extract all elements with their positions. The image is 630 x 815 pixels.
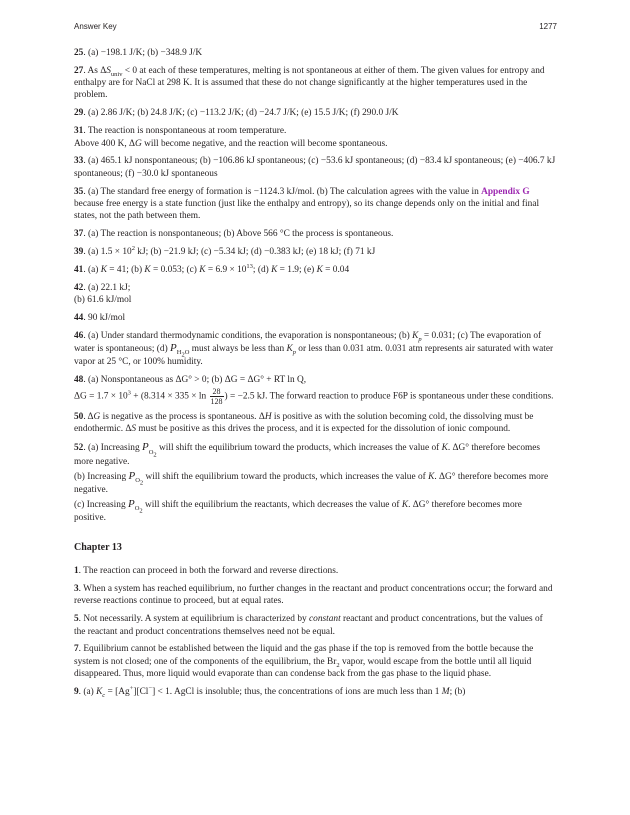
answer-text: will shift the equilibrium the reactants, which decreases the value of bbox=[142, 499, 402, 510]
header-left: Answer Key bbox=[74, 22, 117, 31]
answer-text: (b) 61.6 kJ/mol bbox=[74, 295, 132, 306]
subscript: O bbox=[184, 349, 190, 357]
answer-number: 48 bbox=[74, 374, 84, 385]
answer-text: . ΔG° therefore becomes more positive. bbox=[74, 499, 522, 524]
symbol: K bbox=[441, 443, 448, 454]
answer-37 bbox=[74, 228, 556, 240]
answer-35 bbox=[74, 186, 556, 223]
symbol: K bbox=[316, 264, 323, 275]
answer-number: 5 bbox=[74, 614, 79, 625]
superscript: − bbox=[148, 684, 153, 692]
answer-number: 7 bbox=[74, 644, 79, 655]
answer-46 bbox=[74, 330, 556, 368]
math-pressure bbox=[127, 497, 143, 515]
symbol: G bbox=[93, 412, 101, 423]
symbol: G bbox=[135, 138, 142, 149]
answer-key-content bbox=[74, 47, 556, 704]
answer-text: = [Ag bbox=[105, 686, 130, 697]
answer-52 bbox=[74, 441, 556, 526]
subscript: 2 bbox=[181, 351, 185, 359]
exponent: 13 bbox=[246, 262, 253, 270]
answer-text: < 0 at each of these temperatures, melting is not spontaneous at either of them. The given values for entropy and enthalpy are for NaCl at 298 K. It is assumed that these do not change significantly at the higher temperatures used in the problem. bbox=[74, 65, 545, 101]
answer-text: will shift the equilibrium toward the products, which increases the value of bbox=[156, 443, 442, 454]
symbol: K bbox=[199, 264, 206, 275]
answer-ch13-1 bbox=[74, 565, 556, 577]
math-inequality: ΔG° > 0 bbox=[175, 374, 207, 385]
symbol: H bbox=[264, 412, 272, 423]
answer-27 bbox=[74, 65, 556, 102]
answer-number: 9 bbox=[74, 686, 79, 697]
answer-number: 50 bbox=[74, 412, 84, 423]
appendix-g-link[interactable]: Appendix G bbox=[481, 186, 530, 197]
answer-ch13-7 bbox=[74, 643, 556, 680]
answer-50 bbox=[74, 411, 556, 436]
math-equation: ΔG = 1.7 × 10 bbox=[74, 391, 128, 402]
answer-33 bbox=[74, 155, 556, 180]
answer-ch13-9 bbox=[74, 686, 556, 698]
subscript: p bbox=[418, 335, 422, 343]
answer-text: = 0.031; (c) The evaporation of water is spontaneous; (d) bbox=[74, 330, 542, 355]
answer-text: . (a) 2.86 J/K; (b) 24.8 J/K; (c) −113.2 J/K; (d) −24.7 J/K; (e) 15.5 J/K; (f) 290.0 J/K bbox=[83, 108, 399, 119]
answer-number: 31 bbox=[74, 126, 84, 137]
answer-text: = 0.04 bbox=[322, 264, 350, 275]
answer-text: because free energy is a state function (just like the enthalpy and entropy), so its change depends only on the initial and final states, not the path between them. bbox=[74, 198, 540, 222]
answer-text: or less than 0.031 atm. 0.031 atm represents air saturated with water vapor at 25 °C, or 100% humidity. bbox=[74, 344, 554, 367]
answer-text: is positive as with the solution becoming cold, the dissolving must be endothermic. Δ bbox=[74, 412, 534, 435]
answer-text: The forward reaction to produce F6P is spontaneous under these conditions. bbox=[267, 391, 554, 402]
math-equation: ΔG = ΔG° + RT ln Q, bbox=[224, 374, 307, 385]
emphasis: constant bbox=[309, 614, 341, 625]
answer-25 bbox=[74, 47, 556, 59]
answer-text: is negative as the process is spontaneous. Δ bbox=[100, 412, 265, 423]
exponent: 3 bbox=[127, 389, 131, 397]
answer-text: must always be less than bbox=[189, 344, 287, 355]
subscript: 2 bbox=[139, 507, 143, 515]
answer-text: . ΔG° therefore becomes more negative. bbox=[74, 471, 549, 496]
answer-text: (c) Increasing bbox=[74, 499, 128, 510]
answer-text: . (a) bbox=[83, 264, 101, 275]
answer-text: . When a system has reached equilibrium, no further changes in the reactant and product concentrations occur; the forward and reverse reactions continue to proceed, but at equal rates. bbox=[74, 584, 553, 607]
subscript: univ bbox=[110, 70, 123, 78]
answer-number: 39 bbox=[74, 247, 84, 258]
answer-text: . (a) Increasing bbox=[83, 443, 142, 454]
symbol: S bbox=[131, 424, 137, 435]
answer-text: . (a) 1.5 × 10 bbox=[83, 247, 132, 258]
answer-text: vapor, would escape from the bottle until all liquid disappeared. Thus, more liquid would evaporate than can condense back from the gas phase to the liquid phase. bbox=[74, 656, 532, 680]
math-equation: ) = −2.5 kJ. bbox=[224, 391, 268, 402]
answer-text: will become negative, and the reaction will become spontaneous. bbox=[141, 138, 388, 149]
subscript: 2 bbox=[336, 661, 340, 669]
answer-number: 42 bbox=[74, 282, 84, 293]
answer-text: Above 400 K, Δ bbox=[74, 138, 136, 149]
math-pressure bbox=[170, 342, 190, 359]
superscript: + bbox=[129, 684, 134, 692]
numerator: 28 bbox=[210, 387, 224, 397]
subscript: 2 bbox=[153, 450, 157, 458]
answer-text: ][Cl bbox=[133, 686, 149, 697]
answer-number: 1 bbox=[74, 566, 79, 577]
answer-number: 37 bbox=[74, 229, 84, 240]
answer-text: = 1.9; (e) bbox=[277, 264, 317, 275]
answer-text: . Equilibrium cannot be established between the liquid and the gas phase if the top is removed from the bottle because the system is not closed; one of the components of the equilibrium, the Br bbox=[74, 644, 534, 667]
symbol: M bbox=[441, 686, 450, 697]
answer-text: . (a) Under standard thermodynamic conditions, the evaporation is nonspontaneous; (b) bbox=[83, 330, 413, 341]
subscript: O bbox=[148, 448, 154, 456]
answer-text: . (a) The reaction is nonspontaneous; (b) Above 566 °C the process is spontaneous. bbox=[83, 229, 394, 240]
subscript: O bbox=[134, 504, 140, 512]
math-pressure bbox=[141, 441, 157, 458]
subscript: 2 bbox=[139, 479, 144, 486]
answer-text: . 90 kJ/mol bbox=[83, 312, 126, 323]
symbol: K bbox=[96, 686, 103, 697]
answer-39 bbox=[74, 246, 556, 258]
symbol: K bbox=[412, 330, 419, 341]
answer-number: 33 bbox=[74, 156, 84, 167]
symbol: K bbox=[428, 471, 435, 482]
page-number: 1277 bbox=[539, 22, 557, 31]
math-pressure bbox=[128, 469, 144, 486]
answer-text: reactant and product concentrations, but the values of the reactant and product concentrations themselves need not be equal. bbox=[74, 614, 543, 637]
answer-text: . (a) 22.1 kJ; bbox=[83, 282, 131, 293]
answer-text: . As Δ bbox=[83, 65, 107, 76]
answer-number: 3 bbox=[74, 584, 79, 595]
symbol: K bbox=[401, 499, 409, 510]
answer-text: ] < 1. AgCl is insoluble; thus, the concentrations of ions are much less than 1 bbox=[152, 686, 442, 697]
answer-number: 41 bbox=[74, 264, 84, 275]
answer-text: will shift the equilibrium toward the products, which increases the value of bbox=[143, 471, 429, 482]
answer-text: ; (d) bbox=[252, 264, 272, 275]
exponent: 2 bbox=[131, 244, 135, 252]
answer-text: kJ; (b) −21.9 kJ; (c) −5.34 kJ; (d) −0.383 kJ; (e) 18 kJ; (f) 71 kJ bbox=[134, 247, 376, 258]
symbol: K bbox=[286, 344, 293, 355]
answer-text: . Not necessarily. A system at equilibrium is characterized by bbox=[78, 614, 309, 625]
answer-number: 25 bbox=[74, 48, 84, 58]
answer-42 bbox=[74, 282, 556, 307]
answer-41 bbox=[74, 264, 556, 276]
symbol: S bbox=[106, 65, 111, 76]
answer-text: ; (b) bbox=[206, 374, 225, 385]
subscript: c bbox=[102, 691, 106, 699]
answer-29 bbox=[74, 107, 556, 119]
answer-text: . The reaction can proceed in both the forward and reverse directions. bbox=[78, 566, 339, 577]
answer-ch13-3 bbox=[74, 583, 556, 608]
symbol: K bbox=[271, 264, 278, 275]
answer-text: (b) Increasing bbox=[74, 471, 129, 482]
symbol: K bbox=[100, 264, 107, 275]
answer-text: must be positive as this drives the process, and it is expected for the dissolution of ionic compound. bbox=[136, 424, 511, 435]
answer-text: . (a) bbox=[78, 686, 97, 697]
answer-text: . Δ bbox=[83, 412, 94, 423]
answer-number: 52 bbox=[74, 443, 84, 454]
answer-number: 29 bbox=[74, 108, 84, 119]
subscript: p bbox=[292, 349, 296, 357]
symbol: P bbox=[141, 441, 149, 454]
symbol: P bbox=[170, 342, 177, 355]
answer-text: . (a) The standard free energy of formation is −1124.3 kJ/mol. (b) The calculation agrees with the value in bbox=[83, 186, 482, 197]
answer-44 bbox=[74, 312, 556, 324]
symbol: P bbox=[128, 469, 136, 482]
answer-text: = 0.053; (c) bbox=[150, 264, 200, 275]
answer-text: = 41; (b) bbox=[106, 264, 145, 275]
denominator: 128 bbox=[210, 396, 223, 406]
answer-number: 27 bbox=[74, 65, 84, 76]
answer-number: 35 bbox=[74, 186, 84, 197]
chapter-heading: Chapter 13 bbox=[74, 541, 122, 553]
subscript: H bbox=[176, 349, 182, 357]
answer-ch13-5 bbox=[74, 613, 556, 638]
answer-text: . ΔG° therefore becomes more negative. bbox=[74, 443, 541, 467]
answer-text: . The reaction is nonspontaneous at room temperature. bbox=[83, 126, 287, 137]
answer-text: = 6.9 × 10 bbox=[205, 264, 247, 275]
answer-number: 44 bbox=[74, 312, 84, 323]
answer-text: . (a) 465.1 kJ nonspontaneous; (b) −106.86 kJ spontaneous; (c) −53.6 kJ spontaneous; (d) −83.4 kJ spontaneous; (e) −406.7 kJ spontaneous; (f) −30.0 kJ spontaneous bbox=[74, 156, 556, 179]
fraction bbox=[210, 387, 224, 406]
subscript: O bbox=[135, 476, 140, 484]
math-equation: + (8.314 × 335 × ln bbox=[130, 391, 209, 402]
answer-text: ; (b) bbox=[449, 686, 466, 697]
answer-31 bbox=[74, 125, 556, 150]
symbol: P bbox=[127, 497, 135, 510]
answer-text: . (a) −198.1 J/K; (b) −348.9 J/K bbox=[83, 48, 203, 58]
answer-48 bbox=[74, 374, 556, 406]
answer-text: . (a) Nonspontaneous as bbox=[83, 374, 176, 385]
symbol: K bbox=[144, 264, 151, 275]
answer-number: 46 bbox=[74, 330, 84, 341]
